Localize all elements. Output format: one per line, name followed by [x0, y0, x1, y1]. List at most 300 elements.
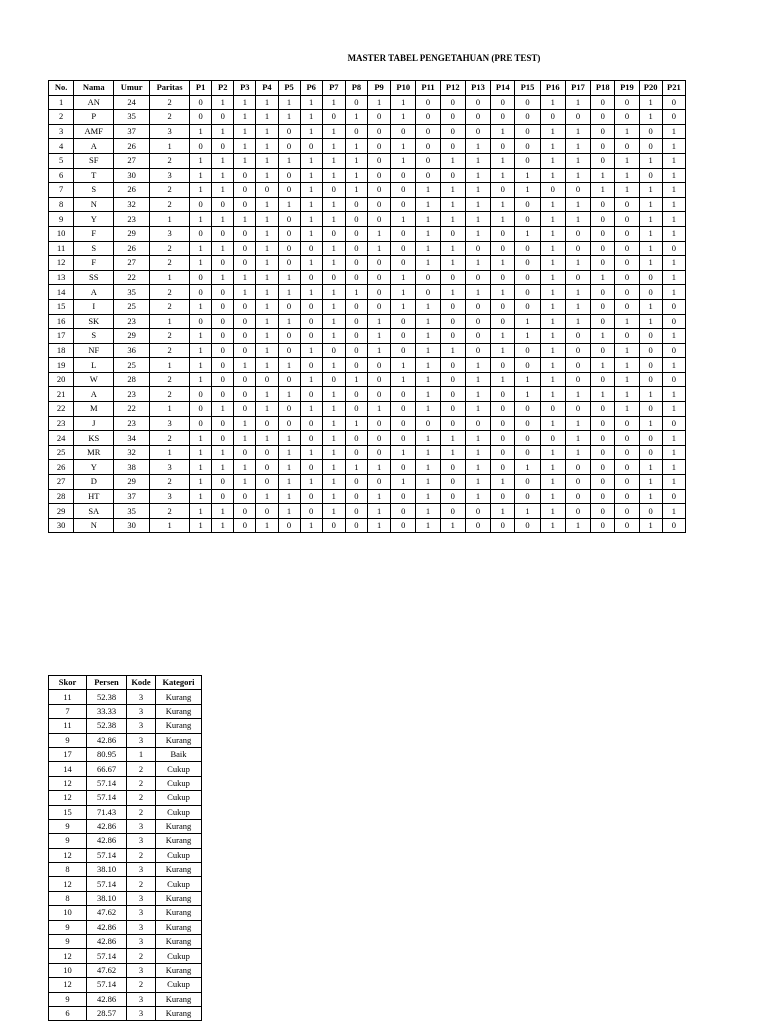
master-cell-p1: 1 [190, 299, 212, 314]
master-cell-p10: 0 [391, 124, 416, 139]
master-cell-p3: 0 [234, 197, 256, 212]
summary-cell-kategori: Kurang [156, 704, 202, 718]
master-cell-umur: 28 [114, 372, 150, 387]
master-cell-p1: 0 [190, 226, 212, 241]
master-cell-p16: 1 [540, 197, 565, 212]
master-cell-p17: 1 [565, 416, 590, 431]
master-cell-p4: 1 [256, 518, 278, 533]
summary-cell-skor: 14 [49, 762, 87, 776]
master-cell-p7: 1 [322, 197, 345, 212]
master-cell-p20: 1 [639, 314, 662, 329]
summary-cell-kategori: Kurang [156, 935, 202, 949]
master-cell-p3: 0 [234, 343, 256, 358]
master-cell-p11: 1 [416, 504, 440, 519]
master-cell-p20: 1 [639, 518, 662, 533]
master-cell-p20: 0 [639, 343, 662, 358]
master-cell-nama: S [74, 183, 114, 198]
summary-col-header-persen: Persen [87, 676, 127, 690]
master-cell-nama: W [74, 372, 114, 387]
table-row [49, 819, 202, 833]
master-col-header-p18: P18 [591, 81, 615, 96]
master-cell-p9: 0 [367, 358, 390, 373]
master-cell-p20: 0 [639, 285, 662, 300]
master-cell-p18: 0 [591, 256, 615, 271]
master-cell-p12: 0 [440, 402, 465, 417]
master-cell-p15: 1 [515, 168, 540, 183]
master-cell-umur: 26 [114, 241, 150, 256]
master-cell-p9: 1 [367, 504, 390, 519]
master-cell-p13: 0 [465, 299, 490, 314]
master-cell-p5: 0 [278, 256, 300, 271]
master-cell-no: 10 [49, 226, 74, 241]
master-cell-p21: 1 [662, 445, 685, 460]
master-cell-p14: 1 [491, 343, 515, 358]
master-cell-p14: 1 [491, 329, 515, 344]
summary-cell-kategori: Kurang [156, 863, 202, 877]
master-cell-p2: 1 [212, 270, 234, 285]
master-cell-p16: 1 [540, 241, 565, 256]
master-cell-p8: 0 [345, 475, 367, 490]
master-cell-p13: 0 [465, 518, 490, 533]
table-row [49, 776, 202, 790]
master-cell-p21: 1 [662, 387, 685, 402]
master-cell-p20: 1 [639, 460, 662, 475]
master-cell-p14: 1 [491, 124, 515, 139]
master-cell-p8: 0 [345, 445, 367, 460]
master-cell-p21: 1 [662, 402, 685, 417]
master-cell-p7: 1 [322, 153, 345, 168]
master-cell-p6: 0 [300, 241, 322, 256]
master-cell-p20: 1 [639, 475, 662, 490]
master-cell-paritas: 2 [150, 153, 190, 168]
summary-cell-kode: 3 [127, 719, 156, 733]
master-cell-p20: 1 [639, 256, 662, 271]
master-cell-p15: 1 [515, 183, 540, 198]
master-cell-p15: 0 [515, 343, 540, 358]
master-col-header-p3: P3 [234, 81, 256, 96]
master-cell-p17: 0 [565, 504, 590, 519]
master-cell-p11: 1 [416, 475, 440, 490]
master-cell-p2: 1 [212, 95, 234, 110]
table-row [49, 475, 686, 490]
master-cell-p20: 0 [639, 270, 662, 285]
table-row [49, 329, 686, 344]
master-cell-umur: 37 [114, 124, 150, 139]
table-row [49, 805, 202, 819]
master-cell-p4: 1 [256, 358, 278, 373]
master-cell-p2: 0 [212, 431, 234, 446]
master-cell-p19: 0 [615, 460, 639, 475]
master-cell-paritas: 3 [150, 226, 190, 241]
master-cell-nama: Y [74, 212, 114, 227]
table-row [49, 920, 202, 934]
master-cell-nama: A [74, 387, 114, 402]
master-cell-p11: 1 [416, 241, 440, 256]
master-cell-paritas: 2 [150, 241, 190, 256]
master-cell-p4: 1 [256, 124, 278, 139]
master-cell-p21: 0 [662, 343, 685, 358]
master-cell-p11: 1 [416, 431, 440, 446]
master-cell-p8: 0 [345, 387, 367, 402]
master-cell-p21: 1 [662, 431, 685, 446]
master-cell-p9: 0 [367, 475, 390, 490]
master-cell-p17: 1 [565, 139, 590, 154]
table-row [49, 949, 202, 963]
master-cell-umur: 37 [114, 489, 150, 504]
master-cell-p20: 1 [639, 241, 662, 256]
master-cell-p19: 0 [615, 504, 639, 519]
master-cell-p4: 1 [256, 212, 278, 227]
summary-cell-skor: 11 [49, 719, 87, 733]
master-cell-p13: 1 [465, 372, 490, 387]
master-cell-p11: 1 [416, 402, 440, 417]
master-cell-paritas: 1 [150, 518, 190, 533]
master-cell-no: 27 [49, 475, 74, 490]
master-cell-p2: 0 [212, 416, 234, 431]
master-cell-p11: 0 [416, 110, 440, 125]
master-cell-p15: 1 [515, 226, 540, 241]
master-cell-p3: 1 [234, 153, 256, 168]
master-cell-p15: 1 [515, 372, 540, 387]
master-cell-umur: 32 [114, 197, 150, 212]
summary-cell-kode: 2 [127, 762, 156, 776]
master-cell-p19: 0 [615, 431, 639, 446]
summary-cell-skor: 12 [49, 791, 87, 805]
summary-cell-kategori: Kurang [156, 891, 202, 905]
master-cell-p10: 1 [391, 270, 416, 285]
master-cell-no: 30 [49, 518, 74, 533]
table-row [49, 489, 686, 504]
master-cell-p1: 1 [190, 358, 212, 373]
master-cell-nama: J [74, 416, 114, 431]
master-cell-p2: 1 [212, 402, 234, 417]
master-cell-p2: 0 [212, 110, 234, 125]
master-cell-p2: 1 [212, 504, 234, 519]
master-cell-p2: 0 [212, 329, 234, 344]
master-cell-p13: 1 [465, 183, 490, 198]
master-cell-p3: 0 [234, 299, 256, 314]
master-cell-p5: 0 [278, 124, 300, 139]
summary-cell-kategori: Kurang [156, 719, 202, 733]
master-cell-p14: 1 [491, 372, 515, 387]
master-cell-p13: 0 [465, 241, 490, 256]
master-cell-p10: 0 [391, 387, 416, 402]
master-cell-p21: 0 [662, 314, 685, 329]
master-cell-p21: 0 [662, 299, 685, 314]
master-cell-p8: 1 [345, 460, 367, 475]
master-cell-p3: 1 [234, 431, 256, 446]
master-cell-nama: I [74, 299, 114, 314]
master-cell-p8: 0 [345, 504, 367, 519]
master-cell-no: 26 [49, 460, 74, 475]
summary-cell-persen: 57.14 [87, 949, 127, 963]
master-cell-p8: 1 [345, 285, 367, 300]
master-cell-p7: 1 [322, 431, 345, 446]
table-row [49, 935, 202, 949]
master-cell-p4: 1 [256, 139, 278, 154]
master-cell-p17: 1 [565, 431, 590, 446]
master-cell-p11: 1 [416, 343, 440, 358]
master-cell-paritas: 2 [150, 329, 190, 344]
master-cell-p15: 0 [515, 445, 540, 460]
master-cell-no: 19 [49, 358, 74, 373]
master-cell-p14: 0 [491, 183, 515, 198]
master-cell-p18: 0 [591, 460, 615, 475]
summary-col-header-kode: Kode [127, 676, 156, 690]
table-row [49, 95, 686, 110]
summary-cell-kategori: Cukup [156, 805, 202, 819]
master-cell-p14: 0 [491, 358, 515, 373]
master-cell-p2: 0 [212, 475, 234, 490]
summary-cell-skor: 17 [49, 747, 87, 761]
master-cell-p6: 1 [300, 402, 322, 417]
master-cell-p7: 1 [322, 416, 345, 431]
master-cell-p9: 1 [367, 226, 390, 241]
master-cell-p15: 0 [515, 197, 540, 212]
master-cell-p15: 1 [515, 460, 540, 475]
table-row [49, 270, 686, 285]
master-cell-p2: 1 [212, 518, 234, 533]
master-cell-p13: 0 [465, 314, 490, 329]
master-cell-p17: 1 [565, 518, 590, 533]
table-row [49, 445, 686, 460]
master-cell-p15: 0 [515, 299, 540, 314]
master-cell-p8: 0 [345, 343, 367, 358]
master-cell-p2: 0 [212, 197, 234, 212]
master-cell-p5: 0 [278, 402, 300, 417]
table-row [49, 762, 202, 776]
master-cell-p5: 1 [278, 358, 300, 373]
master-cell-paritas: 2 [150, 475, 190, 490]
master-cell-p3: 0 [234, 489, 256, 504]
master-cell-p6: 1 [300, 183, 322, 198]
master-cell-p3: 1 [234, 475, 256, 490]
master-cell-umur: 26 [114, 139, 150, 154]
master-col-header-no: No. [49, 81, 74, 96]
master-cell-p11: 1 [416, 329, 440, 344]
master-cell-p20: 1 [639, 489, 662, 504]
master-cell-p8: 0 [345, 197, 367, 212]
master-cell-p8: 0 [345, 226, 367, 241]
summary-cell-kategori: Cukup [156, 978, 202, 992]
summary-cell-kode: 3 [127, 863, 156, 877]
summary-cell-skor: 6 [49, 1006, 87, 1020]
master-cell-p14: 1 [491, 256, 515, 271]
master-cell-p12: 0 [440, 372, 465, 387]
summary-cell-kode: 3 [127, 704, 156, 718]
master-cell-p4: 1 [256, 343, 278, 358]
summary-cell-kode: 2 [127, 848, 156, 862]
master-cell-p14: 0 [491, 431, 515, 446]
master-cell-p12: 1 [440, 153, 465, 168]
summary-cell-persen: 52.38 [87, 719, 127, 733]
table-row [49, 212, 686, 227]
master-cell-p13: 1 [465, 256, 490, 271]
master-cell-p13: 0 [465, 124, 490, 139]
master-cell-p14: 0 [491, 299, 515, 314]
master-cell-p12: 0 [440, 387, 465, 402]
master-cell-p20: 1 [639, 197, 662, 212]
master-cell-nama: N [74, 197, 114, 212]
master-cell-nama: L [74, 358, 114, 373]
master-cell-p18: 0 [591, 402, 615, 417]
master-cell-p17: 0 [565, 489, 590, 504]
master-cell-p5: 1 [278, 110, 300, 125]
master-cell-p15: 0 [515, 489, 540, 504]
master-cell-p10: 0 [391, 504, 416, 519]
master-cell-p3: 0 [234, 241, 256, 256]
master-cell-p4: 1 [256, 402, 278, 417]
master-cell-p4: 1 [256, 226, 278, 241]
master-cell-p6: 1 [300, 110, 322, 125]
master-cell-paritas: 2 [150, 110, 190, 125]
summary-cell-skor: 9 [49, 819, 87, 833]
table-row [49, 402, 686, 417]
master-cell-p14: 1 [491, 153, 515, 168]
master-cell-p15: 0 [515, 241, 540, 256]
master-cell-no: 14 [49, 285, 74, 300]
master-cell-p21: 1 [662, 270, 685, 285]
master-cell-p3: 0 [234, 314, 256, 329]
master-cell-p4: 1 [256, 197, 278, 212]
master-cell-p17: 0 [565, 475, 590, 490]
master-cell-umur: 30 [114, 168, 150, 183]
master-cell-p8: 0 [345, 241, 367, 256]
master-cell-p8: 1 [345, 139, 367, 154]
master-cell-nama: M [74, 402, 114, 417]
summary-cell-kode: 2 [127, 805, 156, 819]
master-cell-umur: 35 [114, 110, 150, 125]
master-cell-p7: 1 [322, 445, 345, 460]
table-row [49, 241, 686, 256]
master-cell-p18: 0 [591, 241, 615, 256]
master-cell-p11: 1 [416, 197, 440, 212]
master-cell-p21: 1 [662, 226, 685, 241]
table-row [49, 791, 202, 805]
summary-cell-kategori: Cukup [156, 762, 202, 776]
master-cell-nama: AN [74, 95, 114, 110]
master-cell-p12: 0 [440, 124, 465, 139]
master-cell-p7: 1 [322, 139, 345, 154]
master-cell-p18: 0 [591, 518, 615, 533]
master-cell-p5: 0 [278, 299, 300, 314]
master-cell-p14: 1 [491, 285, 515, 300]
master-cell-p14: 1 [491, 504, 515, 519]
master-cell-p3: 0 [234, 256, 256, 271]
master-cell-p5: 0 [278, 226, 300, 241]
master-cell-p1: 1 [190, 475, 212, 490]
master-cell-p17: 1 [565, 168, 590, 183]
master-cell-p5: 0 [278, 343, 300, 358]
master-cell-nama: F [74, 256, 114, 271]
master-cell-p18: 0 [591, 431, 615, 446]
master-cell-no: 6 [49, 168, 74, 183]
master-cell-p16: 0 [540, 110, 565, 125]
master-cell-p11: 0 [416, 139, 440, 154]
master-cell-p10: 1 [391, 358, 416, 373]
master-cell-p7: 1 [322, 329, 345, 344]
master-cell-p4: 1 [256, 299, 278, 314]
master-cell-p19: 0 [615, 197, 639, 212]
master-cell-p16: 1 [540, 299, 565, 314]
table-row [49, 431, 686, 446]
master-cell-no: 1 [49, 95, 74, 110]
master-cell-p18: 0 [591, 489, 615, 504]
master-cell-p1: 1 [190, 460, 212, 475]
master-cell-p21: 1 [662, 358, 685, 373]
master-cell-paritas: 2 [150, 504, 190, 519]
master-cell-p11: 1 [416, 256, 440, 271]
master-cell-p10: 0 [391, 256, 416, 271]
master-cell-p11: 1 [416, 299, 440, 314]
master-cell-p16: 1 [540, 416, 565, 431]
master-cell-p7: 0 [322, 183, 345, 198]
master-cell-p12: 1 [440, 518, 465, 533]
master-cell-umur: 23 [114, 212, 150, 227]
master-cell-no: 22 [49, 402, 74, 417]
master-col-header-p5: P5 [278, 81, 300, 96]
master-cell-p12: 1 [440, 241, 465, 256]
master-cell-p14: 0 [491, 416, 515, 431]
master-cell-p5: 1 [278, 504, 300, 519]
master-cell-p11: 0 [416, 153, 440, 168]
master-cell-p19: 0 [615, 95, 639, 110]
master-cell-p13: 1 [465, 387, 490, 402]
master-cell-p17: 1 [565, 95, 590, 110]
master-cell-p17: 1 [565, 314, 590, 329]
master-cell-umur: 32 [114, 445, 150, 460]
master-cell-p10: 0 [391, 226, 416, 241]
table-row [49, 387, 686, 402]
table-row [49, 863, 202, 877]
master-cell-p16: 1 [540, 358, 565, 373]
master-cell-p9: 1 [367, 489, 390, 504]
master-cell-p3: 1 [234, 270, 256, 285]
master-cell-p19: 0 [615, 518, 639, 533]
master-cell-p15: 0 [515, 285, 540, 300]
master-cell-p8: 1 [345, 168, 367, 183]
master-cell-p10: 0 [391, 402, 416, 417]
master-cell-p17: 0 [565, 270, 590, 285]
master-cell-p11: 1 [416, 518, 440, 533]
master-cell-p6: 1 [300, 445, 322, 460]
master-cell-p16: 1 [540, 445, 565, 460]
master-cell-p19: 0 [615, 299, 639, 314]
table-row [49, 978, 202, 992]
master-cell-p9: 1 [367, 518, 390, 533]
master-cell-umur: 29 [114, 475, 150, 490]
master-cell-p11: 1 [416, 226, 440, 241]
master-cell-p11: 1 [416, 460, 440, 475]
master-cell-p2: 0 [212, 387, 234, 402]
master-cell-p19: 0 [615, 416, 639, 431]
master-cell-paritas: 2 [150, 285, 190, 300]
master-cell-p21: 1 [662, 168, 685, 183]
table-row [49, 992, 202, 1006]
master-cell-p4: 1 [256, 314, 278, 329]
master-cell-p13: 0 [465, 110, 490, 125]
master-cell-p19: 0 [615, 475, 639, 490]
master-cell-p18: 0 [591, 139, 615, 154]
master-cell-p4: 1 [256, 168, 278, 183]
master-cell-p13: 1 [465, 197, 490, 212]
master-cell-p18: 0 [591, 124, 615, 139]
master-cell-p1: 1 [190, 183, 212, 198]
summary-body [49, 690, 202, 1021]
summary-cell-kode: 3 [127, 935, 156, 949]
master-cell-p14: 0 [491, 387, 515, 402]
master-cell-p20: 1 [639, 387, 662, 402]
